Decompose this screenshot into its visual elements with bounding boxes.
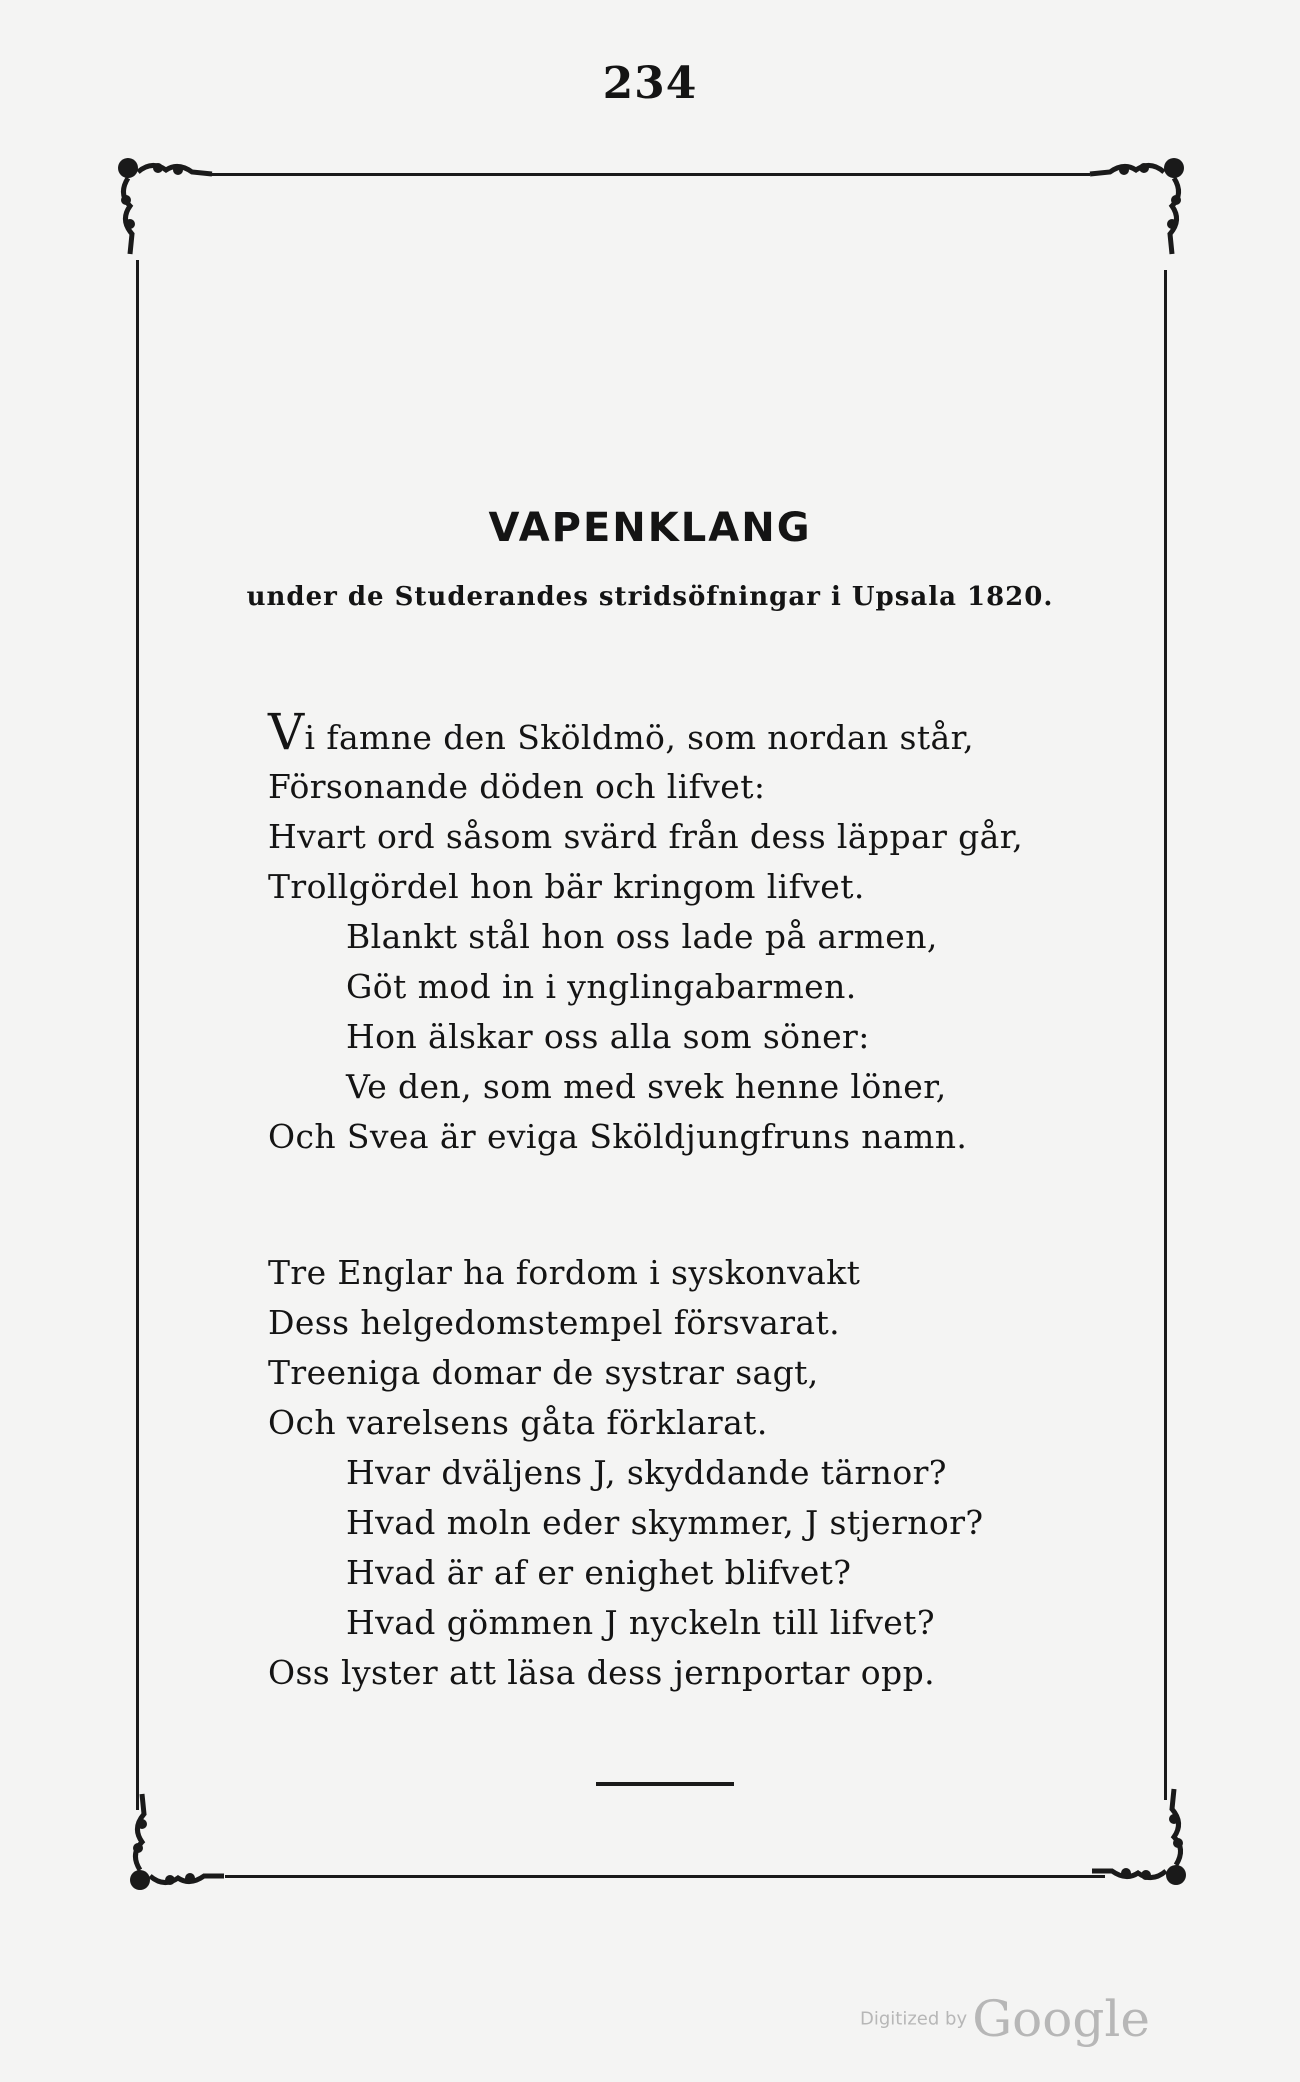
drop-cap: V	[268, 703, 305, 761]
verse-line: Dess helgedomstempel försvarat.	[268, 1303, 841, 1342]
verse-line: Blankt stål hon oss lade på armen,	[346, 917, 938, 956]
floral-ornament-bottom-right-icon	[1088, 1785, 1198, 1895]
frame-left-border	[136, 260, 139, 1810]
verse-line: Hvad är af er enighet blifvet?	[346, 1553, 852, 1592]
verse-line: Hvad gömmen J nyckeln till lifvet?	[346, 1603, 935, 1642]
end-rule-divider	[596, 1782, 734, 1786]
verse-line: Hvar dväljens J, skyddande tärnor?	[346, 1453, 947, 1492]
stanza-1	[268, 703, 1024, 1162]
verse-line: Tre Englar ha fordom i syskonvakt	[268, 1253, 861, 1292]
frame-bottom-border	[225, 1875, 1105, 1878]
watermark-prefix: Digitized by	[860, 2008, 968, 2030]
verse-line: Försonande döden och lifvet:	[268, 767, 766, 806]
page-number: 234	[602, 58, 698, 109]
verse-line: Göt mod in i ynglingabarmen.	[346, 967, 857, 1006]
watermark-brand: Google	[972, 1990, 1150, 2048]
verse-line: Oss lyster att läsa dess jernportar opp.	[268, 1653, 935, 1692]
verse-line: Och varelsens gåta förklarat.	[268, 1403, 768, 1442]
verse-line: Hvad moln eder skymmer, J stjernor?	[346, 1503, 984, 1542]
floral-ornament-top-left-icon	[112, 150, 222, 260]
digitized-watermark	[860, 1990, 1150, 2048]
verse-line: Ve den, som med svek henne löner,	[346, 1067, 947, 1106]
poem-title: VAPENKLANG	[488, 505, 812, 551]
floral-ornament-top-right-icon	[1080, 150, 1190, 260]
verse-line: Och Svea är eviga Sköldjungfruns namn.	[268, 1117, 968, 1156]
poem-subtitle: under de Studerandes stridsöfningar i Upsala 1820.	[246, 582, 1054, 612]
verse-line: Hvart ord såsom svärd från dess läppar går,	[268, 817, 1024, 856]
verse-line-text: i famne den Sköldmö, som nordan står,	[304, 718, 975, 757]
verse-line: Trollgördel hon bär kringom lifvet.	[268, 867, 865, 906]
verse-line: Hon älskar oss alla som söner:	[346, 1017, 870, 1056]
frame-right-border	[1164, 270, 1167, 1800]
verse-line	[268, 703, 1023, 762]
stanza-2	[268, 1248, 983, 1698]
verse-line: Treeniga domar de systrar sagt,	[268, 1353, 819, 1392]
frame-top-border	[210, 173, 1090, 176]
floral-ornament-bottom-left-icon	[118, 1790, 228, 1900]
